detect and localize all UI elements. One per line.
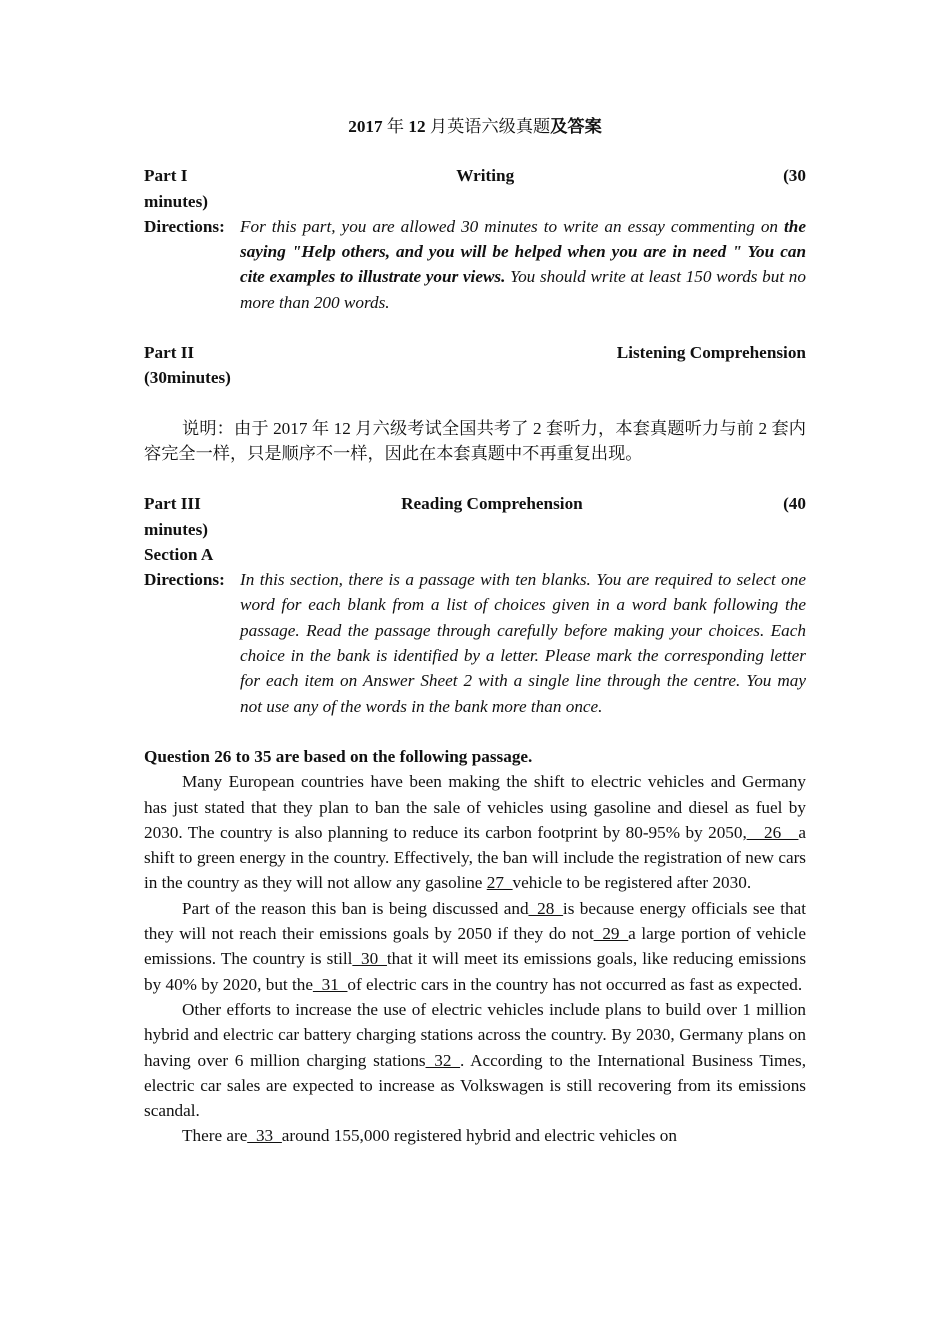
part2-header (144, 340, 806, 365)
part3-name: Reading Comprehension (401, 494, 583, 514)
passage-paragraph-1: Many European countries have been making the shift to electric vehicles and Germany has just stated that they plan to ban the sale of vehicles using gasoline and diesel as fuel by 2030. The country is also planning to reduce its carbon footprint by 80-95% by 2050,__26__a shift to green energy in the country. Effectively, the ban will include the registration of new cars in the country as they will not allow any gasoline 27_vehicle to be registered after 2030. (144, 772, 806, 893)
title-bold-tail: 及答案 (550, 117, 602, 136)
blank-31: _31_ (313, 974, 348, 994)
part3-time-open: (40 (783, 494, 806, 514)
part3-label: Part III (144, 494, 201, 514)
part1-time-close: minutes) (144, 191, 208, 211)
passage-paragraph-3: Other efforts to increase the use of electric vehicles include plans to build over 1 million hybrid and electric car battery charging stations across the country. By 2030, Germany plans on having over 6 million charging stations_32_. According to the International Business Times, electric car sales are expected to increase as Volkswagen is still recovering from its emissions scandal. (144, 999, 806, 1121)
part2-label: Part II (144, 343, 195, 363)
part3-header (144, 491, 806, 516)
part2-name: Listening Comprehension (616, 343, 806, 363)
part1-prompt: the saying "Help others, and you will be helped when you are in need " You can cite examples to illustrate your views. (240, 216, 806, 287)
blank-33: _33_ (247, 1126, 282, 1146)
document-title (144, 114, 806, 139)
blank-32: _32_ (425, 1050, 460, 1070)
part1-name: Writing (456, 166, 515, 186)
part1-directions (144, 214, 806, 315)
part3-directions-text: In this section, there is a passage with ten blanks. You are required to select one word for each blank from a list of choices given in a word bank following the passage. Read the passage through carefully before making your choices. Each choice in the bank is identified by a letter. Please mark the corresponding letter for each item on Answer Sheet 2 with a single line through the centre. You may not use any of the words in the bank more than once. (240, 570, 806, 716)
part1-directions-text: For this part, you are allowed 30 minutes to write an essay commenting on the saying "Help others, and you will be helped when you are in need " You can cite examples to illustrate your views. You should write at least 150 words but no more than 200 words. (240, 216, 806, 312)
part3-directions (144, 567, 806, 719)
part2-time: (30minutes) (144, 368, 231, 388)
title-rest: 月英语六级真题 (429, 117, 551, 136)
title-year: 2017 (348, 117, 383, 136)
passage-paragraph-2: Part of the reason this ban is being discussed and_28_is because energy officials see that they will not reach their emissions goals by 2050 if they do not_29_a large portion of vehicle emissions. The country is still_30_that it will meet its emissions goals, like reducing emissions by 40% by 2020, but the_31_of electric cars in the country has not occurred as fast as expected. (144, 898, 807, 994)
blank-27: 27_ (486, 873, 513, 893)
section-a-label: Section A (144, 544, 214, 564)
blank-29: _29_ (593, 924, 629, 944)
part1-label: Part I (144, 166, 188, 186)
blank-26: __26__ (746, 822, 799, 842)
blank-30: _30_ (352, 949, 387, 969)
document-page (144, 112, 806, 1149)
part1-directions-label: Directions: (144, 216, 225, 236)
part1-header (144, 163, 806, 188)
part1-time-open: (30 (783, 166, 806, 186)
passage-paragraph-4: There are_33_around 155,000 registered hybrid and electric vehicles on (182, 1126, 677, 1146)
part2-note: 说明：由于 2017 年 12 月六级考试全国共考了 2 套听力，本套真题听力与前 2 套内容完全一样，只是顺序不一样，因此在本套真题中不再重复出现。 (144, 418, 806, 463)
blank-28: _28_ (528, 898, 563, 918)
title-nian: 年 (386, 117, 405, 136)
title-month: 12 (408, 117, 426, 136)
part3-directions-label: Directions: (144, 570, 225, 590)
part3-time-close: minutes) (144, 519, 208, 539)
passage-heading: Question 26 to 35 are based on the following passage. (144, 746, 533, 766)
